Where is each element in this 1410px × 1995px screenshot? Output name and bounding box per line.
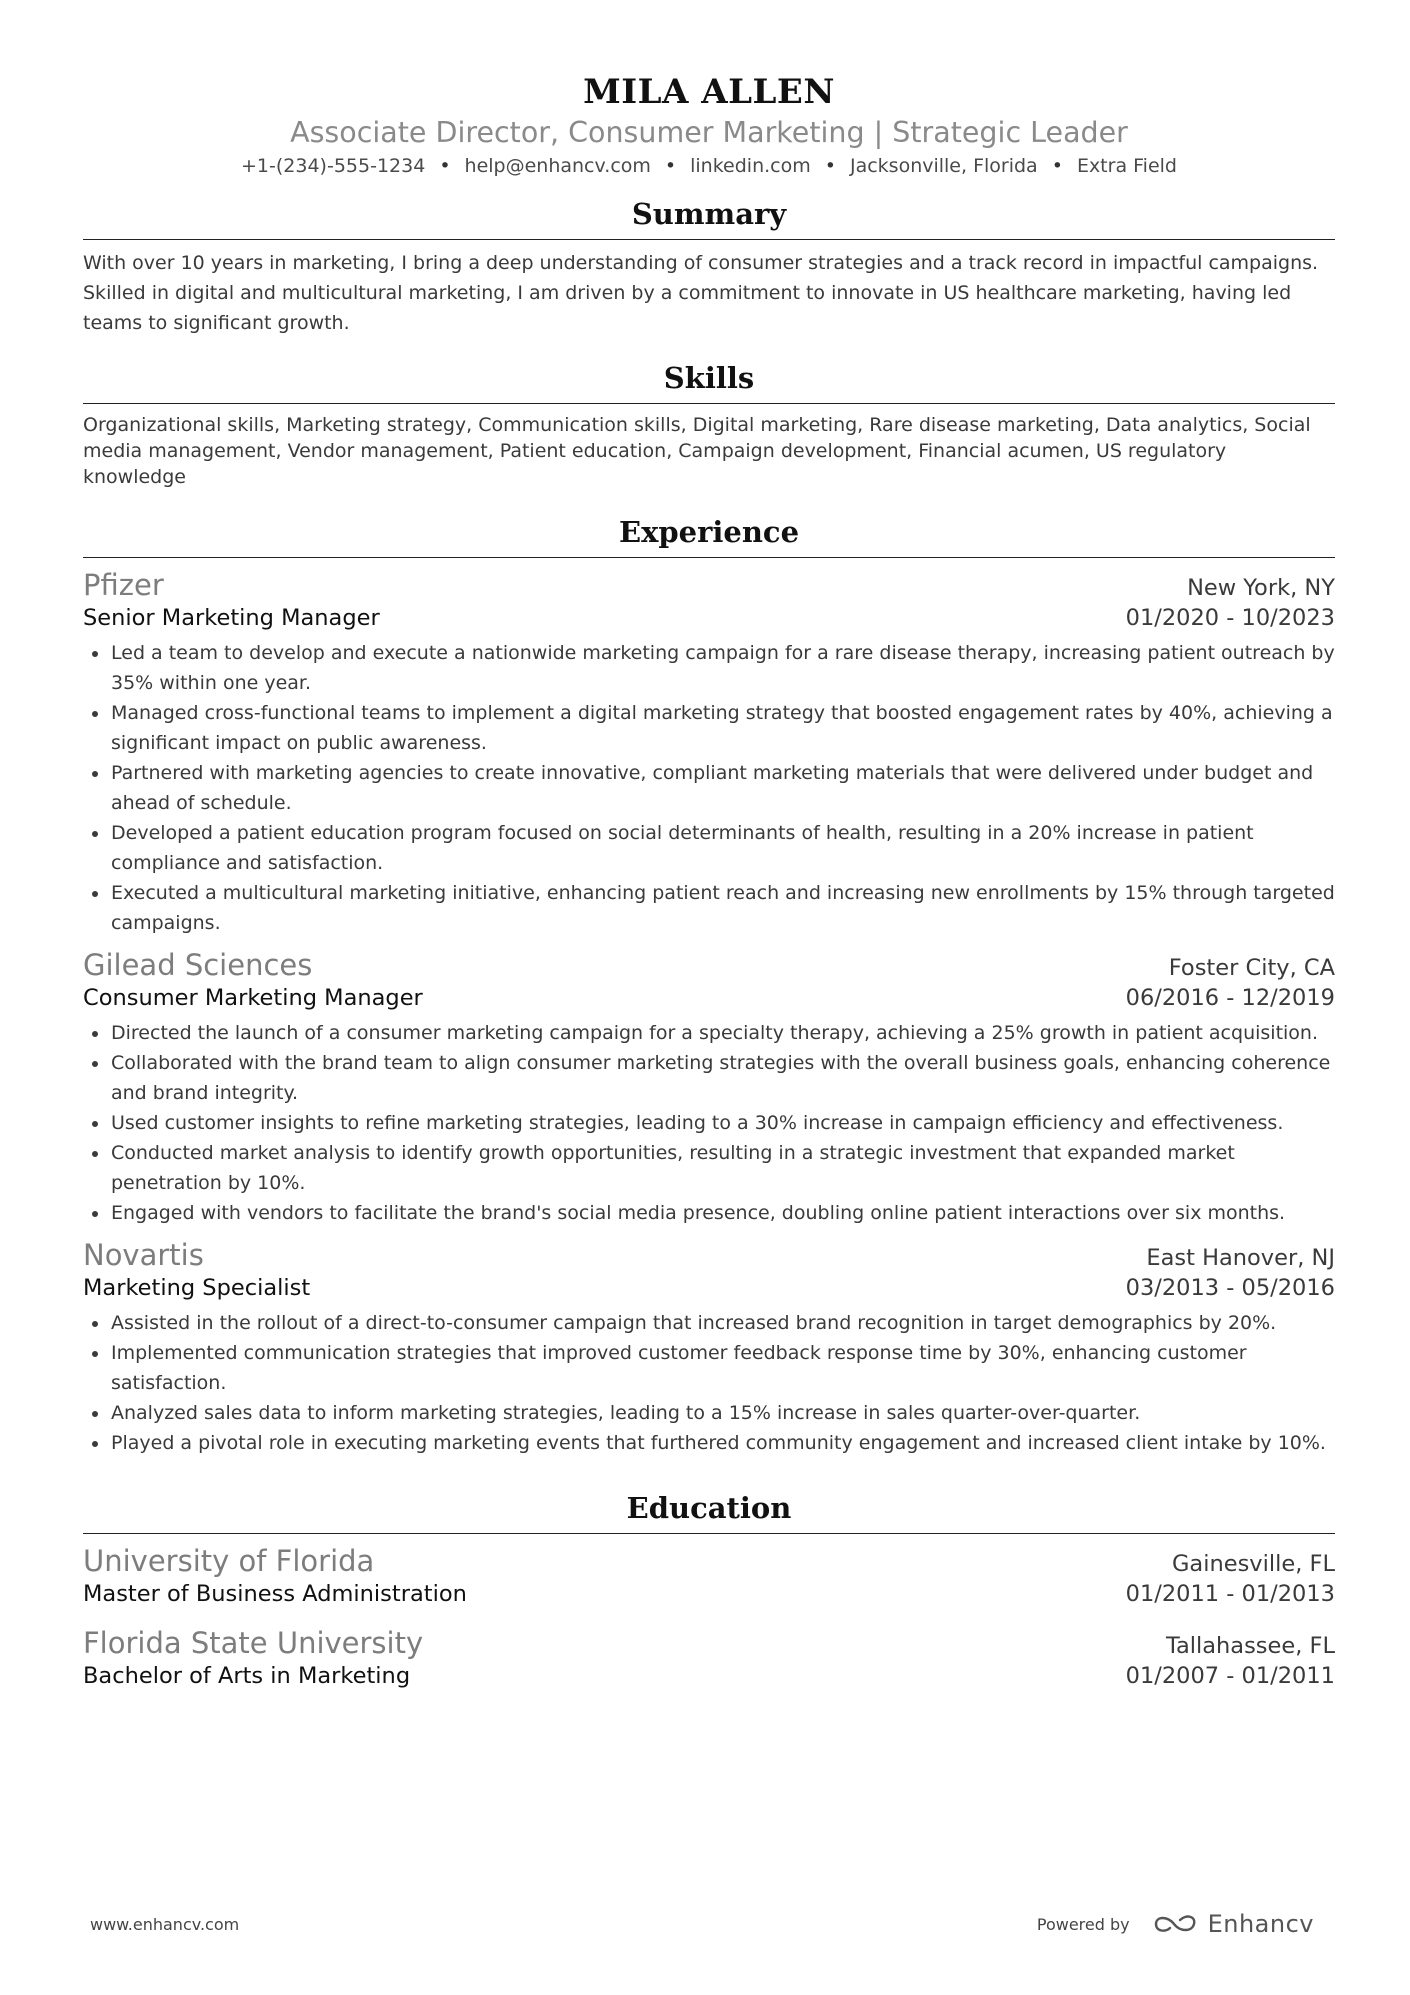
achievement-list: [83, 1018, 1335, 1228]
achievement-item: Collaborated with the brand team to align consumer marketing strategies with the overall business goals, enhancing coherence and brand integrity.: [83, 1048, 1335, 1108]
experience-entry-novartis: [83, 1236, 1335, 1458]
achievement-item: Led a team to develop and execute a nationwide marketing campaign for a rare disease therapy, increasing patient outreach by 35% within one year.: [83, 638, 1335, 698]
candidate-name: MILA ALLEN: [583, 72, 835, 112]
job-title: Consumer Marketing Manager: [83, 985, 423, 1011]
experience-section: [83, 512, 1335, 1458]
enhancv-brand-name: Enhancv: [1207, 1910, 1314, 1938]
section-title-skills: Skills: [663, 361, 755, 395]
experience-entry-pfizer: [83, 566, 1335, 938]
summary-section: [83, 194, 1335, 338]
school-name: University of Florida: [83, 1544, 375, 1578]
job-title: Senior Marketing Manager: [83, 605, 380, 631]
powered-by: [1037, 1910, 1314, 1938]
section-title-summary: Summary: [631, 197, 787, 231]
achievement-item: Played a pivotal role in executing marketing events that furthered community engagement and increased client intake by 10%.: [83, 1428, 1335, 1458]
section-divider: [83, 403, 1335, 404]
job-title: Marketing Specialist: [83, 1275, 311, 1301]
achievement-item: Implemented communication strategies that improved customer feedback response time by 30%, enhancing customer satisfaction.: [83, 1338, 1335, 1398]
summary-text: With over 10 years in marketing, I bring a deep understanding of consumer strategies and a track record in impactful campaigns. Skilled in digital and multicultural marketing, I am driven by a commitment to innovate in US healthcare marketing, having led teams to significant growth.: [83, 252, 1319, 334]
section-divider: [83, 1533, 1335, 1534]
job-location: East Hanover, NJ: [1146, 1245, 1335, 1271]
job-dates: 06/2016 - 12/2019: [1125, 985, 1335, 1011]
achievement-item: Assisted in the rollout of a direct-to-consumer campaign that increased brand recognition in target demographics by 20%.: [83, 1308, 1335, 1338]
achievement-list: [83, 1308, 1335, 1458]
section-divider: [83, 557, 1335, 558]
page-footer: [90, 1910, 1314, 1938]
achievement-item: Conducted market analysis to identify growth opportunities, resulting in a strategic investment that expanded market penetration by 10%.: [83, 1138, 1335, 1198]
achievement-item: Used customer insights to refine marketing strategies, leading to a 30% increase in campaign efficiency and effectiveness.: [83, 1108, 1335, 1138]
enhancv-brand[interactable]: [1152, 1910, 1314, 1938]
education-section: [83, 1488, 1335, 1692]
company-name: Novartis: [83, 1238, 204, 1272]
powered-by-label: Powered by: [1036, 1914, 1130, 1934]
experience-entry-gilead: [83, 946, 1335, 1228]
company-name: Gilead Sciences: [83, 948, 313, 982]
education-entry: [83, 1624, 1335, 1692]
contact-location: Jacksonville, Florida: [849, 155, 1038, 177]
achievement-item: Executed a multicultural marketing initiative, enhancing patient reach and increasing new enrollments by 15% through targeted campaigns.: [83, 878, 1335, 938]
degree-name: Master of Business Administration: [83, 1581, 467, 1607]
contact-linkedin[interactable]: linkedin.com: [690, 155, 811, 177]
school-location: Gainesville, FL: [1172, 1551, 1335, 1577]
achievement-item: Analyzed sales data to inform marketing strategies, leading to a 15% increase in sales quarter-over-quarter.: [83, 1398, 1335, 1428]
resume-header: [83, 70, 1335, 180]
footer-website-link[interactable]: www.enhancv.com: [90, 1914, 240, 1934]
education-entry: [83, 1542, 1335, 1610]
separator-dot: •: [824, 155, 836, 177]
achievement-item: Engaged with vendors to facilitate the brand's social media presence, doubling online patient interactions over six months.: [83, 1198, 1335, 1228]
company-name: Pfizer: [83, 568, 164, 602]
contact-extra-field: Extra Field: [1076, 155, 1177, 177]
separator-dot: •: [439, 155, 451, 177]
separator-dot: •: [1051, 155, 1063, 177]
section-title-experience: Experience: [618, 515, 800, 549]
skills-section: [83, 358, 1335, 490]
candidate-headline: Associate Director, Consumer Marketing | Strategic Leader: [290, 116, 1128, 149]
job-dates: 01/2020 - 10/2023: [1125, 605, 1335, 631]
achievement-list: [83, 638, 1335, 938]
education-dates: 01/2011 - 01/2013: [1125, 1581, 1335, 1607]
school-location: Tallahassee, FL: [1165, 1633, 1335, 1659]
contact-email[interactable]: help@enhancv.com: [464, 155, 651, 177]
job-location: New York, NY: [1187, 575, 1335, 601]
resume-page: [83, 70, 1335, 1692]
skills-text: Organizational skills, Marketing strategy, Communication skills, Digital marketing, Rare disease marketing, Data analytics, Social media management, Vendor management, Patient education, Campaign development, Financial acumen, US regulatory knowledge: [83, 414, 1311, 488]
separator-dot: •: [664, 155, 677, 177]
achievement-item: Managed cross-functional teams to implement a digital marketing strategy that boosted engagement rates by 40%, achieving a significant impact on public awareness.: [83, 698, 1335, 758]
enhancv-logo-icon: [1152, 1911, 1198, 1937]
job-dates: 03/2013 - 05/2016: [1125, 1275, 1335, 1301]
school-name: Florida State University: [83, 1626, 424, 1660]
section-divider: [83, 239, 1335, 240]
achievement-item: Developed a patient education program focused on social determinants of health, resulting in a 20% increase in patient compliance and satisfaction.: [83, 818, 1335, 878]
job-location: Foster City, CA: [1168, 955, 1335, 981]
education-dates: 01/2007 - 01/2011: [1125, 1663, 1335, 1689]
section-title-education: Education: [626, 1491, 792, 1525]
achievement-item: Partnered with marketing agencies to create innovative, compliant marketing materials that were delivered under budget and ahead of schedule.: [83, 758, 1335, 818]
achievement-item: Directed the launch of a consumer marketing campaign for a specialty therapy, achieving a 25% growth in patient acquisition.: [83, 1018, 1335, 1048]
contact-line: [83, 152, 1335, 180]
contact-phone: +1-(234)-555-1234: [241, 155, 426, 177]
degree-name: Bachelor of Arts in Marketing: [83, 1663, 411, 1689]
